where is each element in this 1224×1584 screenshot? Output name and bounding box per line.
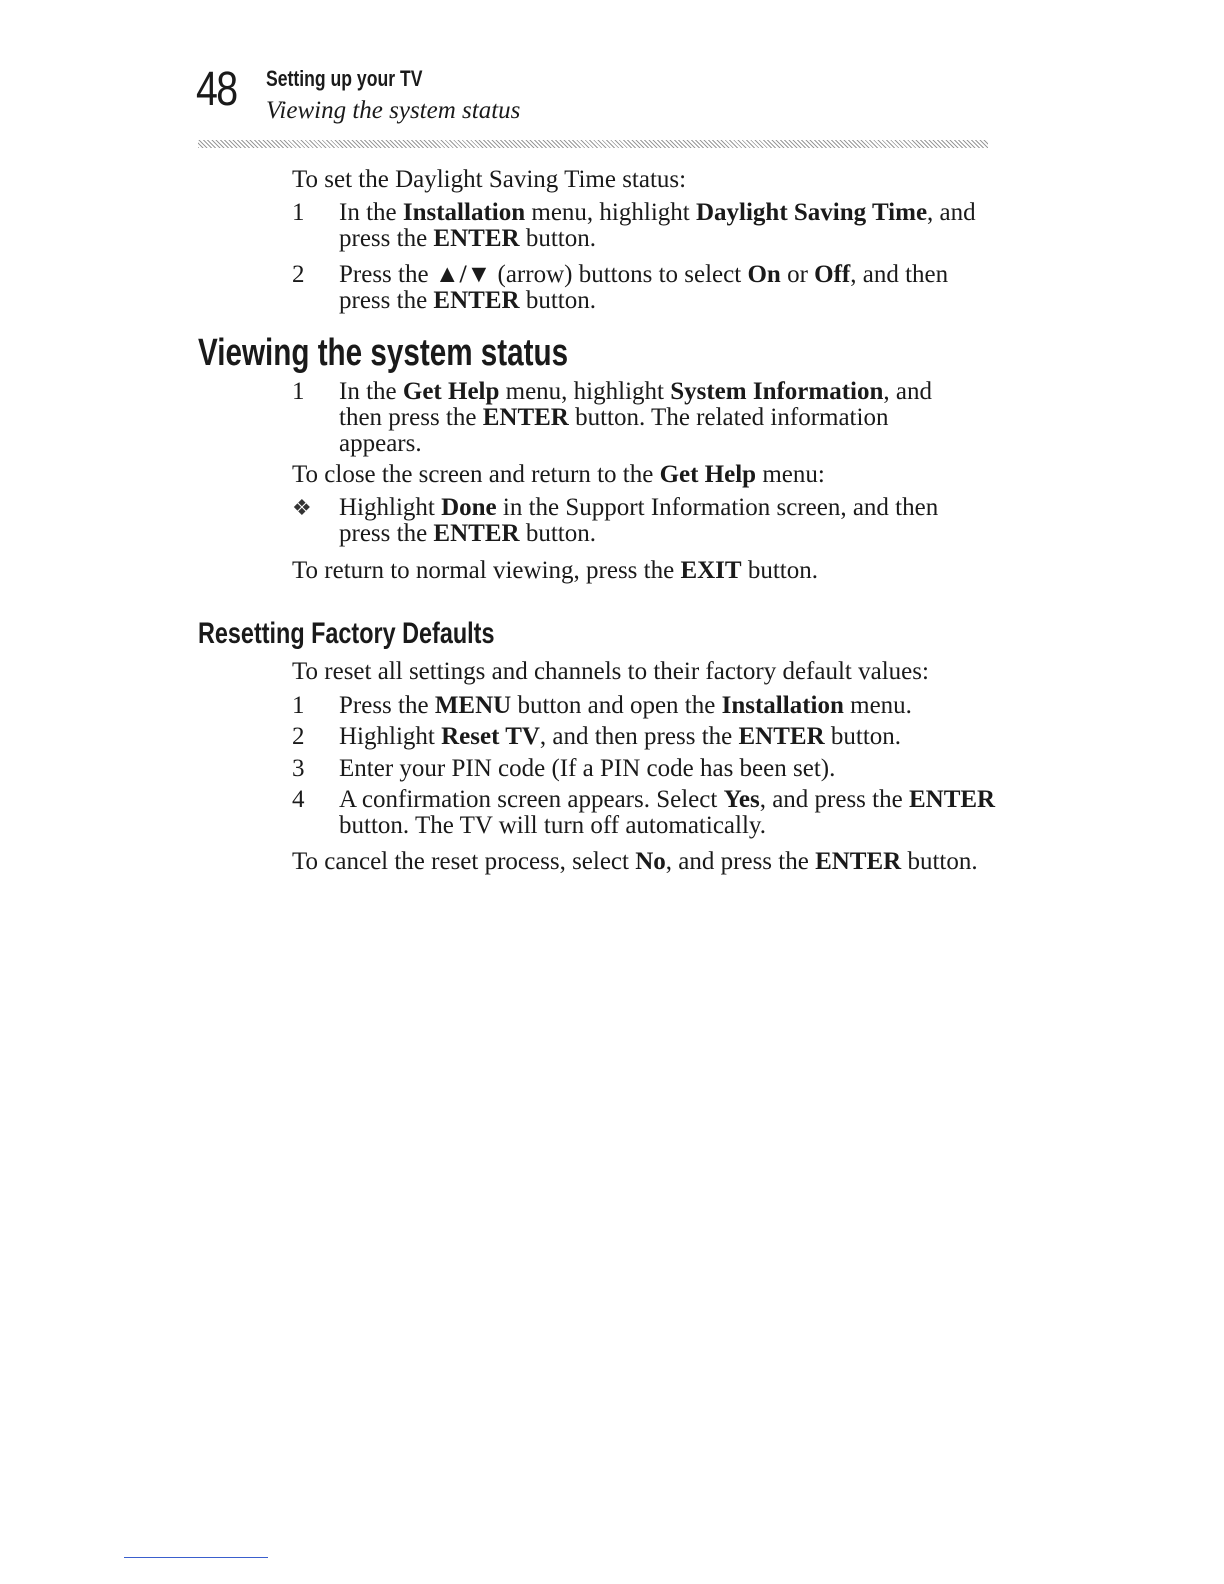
emphasized-term: ENTER [815,848,902,875]
emphasized-term: Daylight Saving Time [695,199,928,226]
emphasized-term: ENTER [738,723,825,750]
reset-intro: To reset all settings and channels to their factory default values: [292,658,929,685]
emphasized-term: No [635,848,666,875]
footer-link-underline [124,1557,268,1558]
emphasized-term: ENTER [433,520,520,547]
step-text: Press the MENU button and open the Installation menu. [339,692,912,719]
emphasized-term: MENU [434,692,512,719]
emphasized-term: Installation [721,692,844,719]
emphasized-term: ENTER [482,404,569,431]
emphasized-term: Get Help [402,378,500,405]
step-text: In the Installation menu, highlight Daylight Saving Time, and press the ENTER button. [339,199,976,252]
dst-intro: To set the Daylight Saving Time status: [292,166,687,193]
step-number: 1 [292,199,305,226]
step-number: 2 [292,723,305,750]
return-text: To return to normal viewing, press the EXIT button. [292,557,818,584]
diamond-bullet-icon: ❖ [292,495,312,520]
step-number: 2 [292,261,305,288]
page-number: 48 [196,63,237,116]
emphasized-term: Yes [723,786,760,813]
header-divider [198,140,988,148]
emphasized-term: EXIT [680,557,742,584]
step-text: A confirmation screen appears. Select Yes, and press the ENTER button. The TV will turn off automatically. [339,786,996,839]
emphasized-term: ENTER [433,225,520,252]
bullet-text: Highlight Done in the Support Information screen, and then press the ENTER button. [339,494,939,547]
heading-resetting-factory-defaults: Resetting Factory Defaults [198,617,495,650]
step-number: 3 [292,755,305,782]
emphasized-term: ENTER [908,786,996,813]
emphasized-term: Installation [402,199,526,226]
section-subtitle: Viewing the system status [266,97,521,124]
heading-viewing-system-status: Viewing the system status [198,332,569,374]
step-text: Highlight Reset TV, and then press the ENTER button. [339,723,902,750]
step-text: Enter your PIN code (If a PIN code has been set). [339,755,836,782]
emphasized-term: Reset TV [441,723,540,750]
emphasized-term: Get Help [659,461,757,488]
emphasized-term: On [747,261,781,288]
cancel-text: To cancel the reset process, select No, and press the ENTER button. [292,848,978,875]
step-number: 4 [292,786,305,813]
emphasized-term: Done [441,494,497,521]
chapter-title: Setting up your TV [266,66,423,91]
step-text: Press the ▲/▼ (arrow) buttons to select On or Off, and then press the ENTER button. [339,261,949,314]
step-text: In the Get Help menu, highlight System Information, and then press the ENTER button. The related information appears. [339,378,933,457]
emphasized-term: ENTER [433,287,520,314]
emphasized-term: ▲/▼ [434,261,492,288]
close-intro: To close the screen and return to the Get Help menu: [292,461,825,488]
step-number: 1 [292,378,305,405]
emphasized-term: Off [814,261,851,288]
emphasized-term: System Information [670,378,884,405]
step-number: 1 [292,692,305,719]
